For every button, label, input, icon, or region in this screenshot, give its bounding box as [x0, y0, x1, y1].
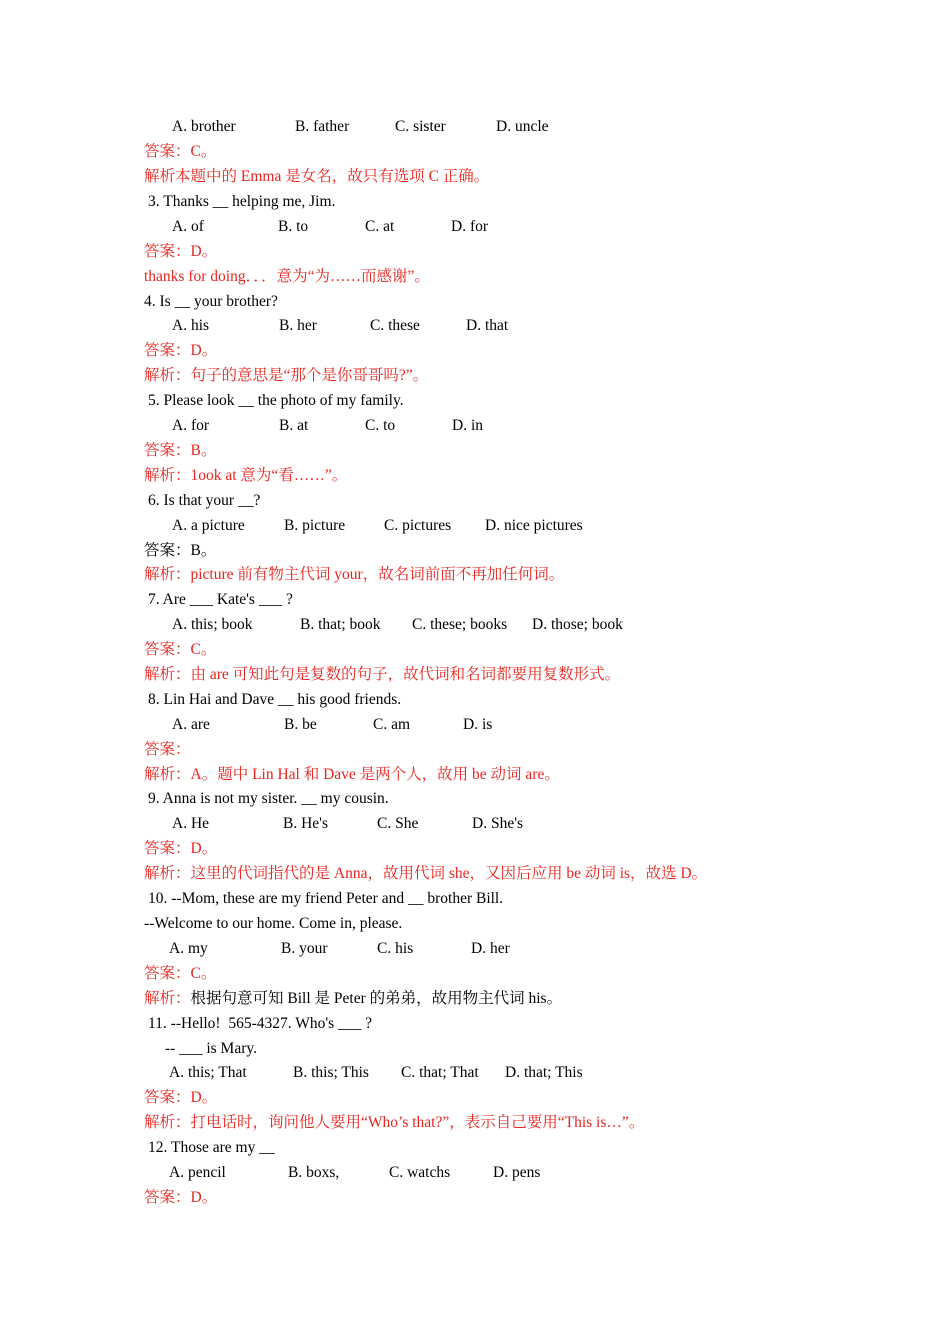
analysis-line: thanks for doing．．．意为“为……而感谢”。 — [144, 268, 430, 285]
answer-line: 答案：D。 — [144, 342, 218, 359]
analysis-label: 解析： — [144, 990, 191, 1007]
option: B. this; This — [293, 1064, 369, 1081]
question-text: 7. Are ___ Kate's ___ ? — [148, 591, 293, 608]
option: C. sister — [395, 118, 446, 135]
option: D. in — [452, 417, 483, 434]
option: A. brother — [172, 118, 236, 135]
question-text: 5. Please look __ the photo of my family. — [148, 392, 404, 409]
answer-line: 答案：D。 — [144, 1189, 218, 1206]
option: D. her — [471, 940, 510, 957]
option: A. of — [172, 218, 204, 235]
option: D. for — [451, 218, 489, 235]
option: A. He — [172, 815, 210, 832]
option: C. am — [373, 716, 411, 733]
option: C. to — [365, 417, 396, 434]
answer-line: 答案：D。 — [144, 243, 218, 260]
option: B. boxs, — [288, 1164, 340, 1181]
option: D. pens — [493, 1164, 541, 1181]
analysis-line: 解析：这里的代词指代的是 Anna，故用代词 she，又因后应用 be 动词 is，故选 D。 — [144, 865, 708, 882]
question-text: 4. Is __ your brother? — [144, 293, 278, 310]
question-text: 12. Those are my __ — [148, 1139, 275, 1156]
option: A. are — [172, 716, 210, 733]
analysis-line — [144, 989, 562, 1009]
option: D. that — [466, 317, 509, 334]
analysis-line: 解析：由 are 可知此句是复数的句子，故代词和名词都要用复数形式。 — [144, 666, 621, 683]
option: D. She's — [472, 815, 524, 832]
question-text-line2: -- ___ is Mary. — [165, 1040, 257, 1057]
answer-line: 答案：B。 — [144, 442, 217, 459]
question-text: 3. Thanks __ helping me, Jim. — [148, 193, 336, 210]
option: C. his — [377, 940, 414, 957]
question-text-line2: --Welcome to our home. Come in, please. — [144, 915, 403, 932]
option: B. at — [279, 417, 309, 434]
option: A. my — [169, 940, 208, 957]
option: B. father — [295, 118, 350, 135]
option: A. this; That — [169, 1064, 247, 1081]
answer-line: 答案：D。 — [144, 1089, 218, 1106]
option: B. picture — [284, 517, 346, 534]
analysis-line: 解析：picture 前有物主代词 your，故名词前面不再加任何词。 — [144, 566, 565, 583]
option: A. a picture — [172, 517, 245, 534]
answer-line: 答案： — [144, 741, 191, 758]
analysis-line: 解析本题中的 Emma 是女名，故只有选项 C 正确。 — [144, 168, 490, 185]
answer-line: 答案：C。 — [144, 965, 217, 982]
option: C. watchs — [389, 1164, 451, 1181]
option: C. these; books — [412, 616, 508, 633]
option: A. for — [172, 417, 210, 434]
analysis-line: 解析：1ook at 意为“看……”。 — [144, 467, 348, 484]
answer-line: 答案：D。 — [144, 840, 218, 857]
option: B. that; book — [300, 616, 381, 633]
option: C. She — [377, 815, 419, 832]
option: D. uncle — [496, 118, 549, 135]
option: B. to — [278, 218, 309, 235]
option: A. this; book — [172, 616, 253, 633]
question-text: 11. --Hello! 565-4327. Who's ___ ? — [148, 1015, 373, 1032]
option: D. nice pictures — [485, 517, 583, 534]
option: B. be — [284, 716, 317, 733]
option: C. at — [365, 218, 395, 235]
question-text: 10. --Mom, these are my friend Peter and __ brother Bill. — [148, 890, 504, 907]
question-text: 9. Anna is not my sister. __ my cousin. — [148, 790, 389, 807]
option: B. He's — [283, 815, 328, 832]
answer-line: 答案：C。 — [144, 143, 217, 160]
option: D. those; book — [532, 616, 623, 633]
answer-line: 答案：B。 — [144, 542, 217, 559]
option: C. these — [370, 317, 420, 334]
analysis-line: 解析：打电话时，询问他人要用“Who’s that?”，表示自己要用“This is…”。 — [144, 1114, 645, 1131]
option: D. that; This — [505, 1064, 583, 1081]
option: B. your — [281, 940, 328, 957]
option: A. his — [172, 317, 210, 334]
question-text: 8. Lin Hai and Dave __ his good friends. — [148, 691, 402, 708]
option: A. pencil — [169, 1164, 226, 1181]
option: B. her — [279, 317, 317, 334]
question-text: 6. Is that your __? — [148, 492, 261, 509]
analysis-line: 解析：A。题中 Lin Hal 和 Dave 是两个人，故用 be 动词 are。 — [144, 766, 560, 783]
option: C. that; That — [401, 1064, 479, 1081]
analysis-line: 解析：句子的意思是“那个是你哥哥吗?”。 — [144, 367, 429, 384]
option: D. is — [463, 716, 493, 733]
answer-line: 答案：C。 — [144, 641, 217, 658]
option: C. pictures — [384, 517, 452, 534]
analysis-text: 根据句意可知 Bill 是 Peter 的弟弟，故用物主代词 his。 — [190, 990, 563, 1007]
